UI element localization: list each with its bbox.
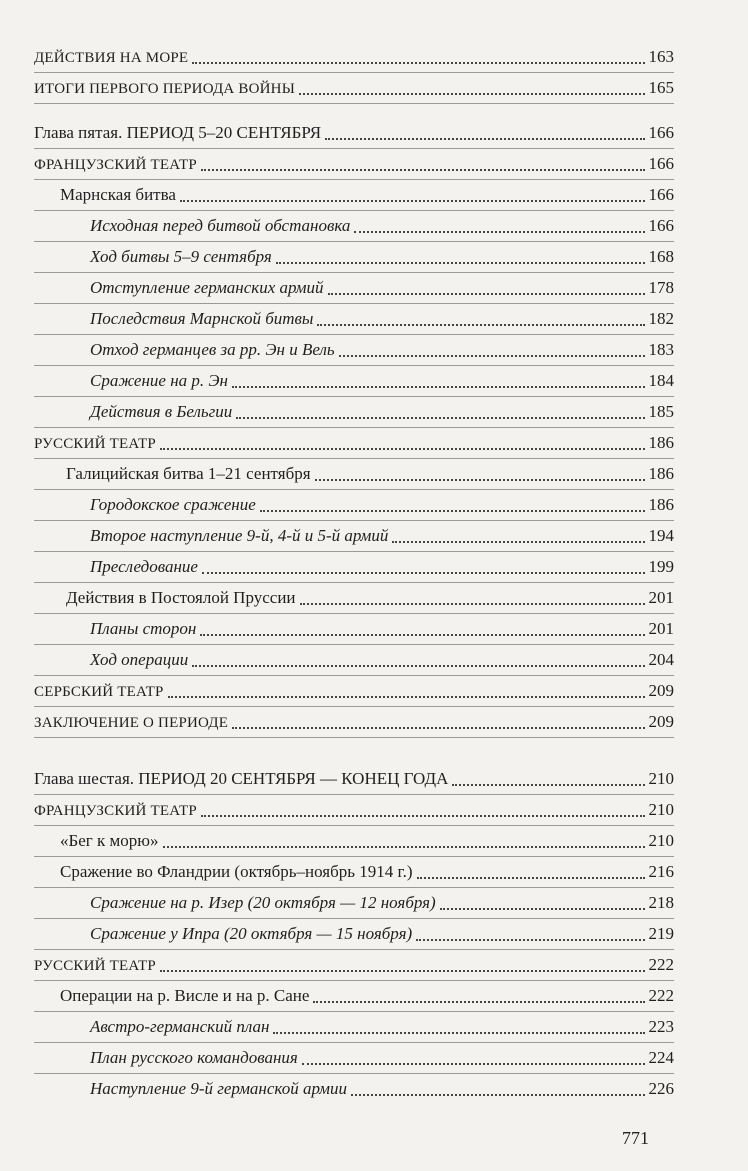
entry-page-number: 183 (648, 340, 674, 359)
subsection-entry (34, 552, 674, 583)
entry-title: СЕРБСКИЙ ТЕАТР (34, 684, 164, 700)
entry-page-number: 223 (648, 1017, 674, 1036)
dot-leader (417, 877, 645, 879)
subsection-entry (34, 1074, 674, 1104)
dot-leader (273, 1032, 644, 1034)
dot-leader (276, 262, 645, 264)
entry-page-number: 218 (648, 893, 674, 912)
topic-entry (34, 180, 674, 211)
entry-page-number: 182 (648, 309, 674, 328)
dot-leader (416, 939, 644, 941)
subsection-entry (34, 645, 674, 676)
entry-page-number: 201 (648, 619, 674, 638)
chapter-entry (34, 764, 674, 795)
entry-page-number: 165 (648, 78, 674, 97)
dot-leader (351, 1094, 645, 1096)
entry-page-number: 226 (648, 1079, 674, 1098)
dot-leader (232, 386, 645, 388)
entry-title: Сражение на р. Изер (20 октября — 12 ноября) (90, 893, 436, 912)
section-entry (34, 73, 674, 104)
section-entry (34, 795, 674, 826)
dot-leader (313, 1001, 644, 1003)
entry-page-number: 209 (648, 712, 674, 731)
dot-leader (160, 970, 645, 972)
entry-title: Ход операции (90, 650, 189, 669)
entry-title: ЗАКЛЮЧЕНИЕ О ПЕРИОДЕ (34, 715, 229, 731)
entry-page-number: 199 (648, 557, 674, 576)
entry-title: «Бег к морю» (60, 831, 159, 850)
entry-title: Операции на р. Висле и на р. Сане (60, 986, 310, 1005)
topic-entry (34, 826, 674, 857)
entry-title: Сражение во Фландрии (октябрь–ноябрь 1914 г.) (60, 862, 413, 881)
dot-leader (160, 448, 645, 450)
entry-page-number: 222 (648, 955, 674, 974)
subsection-entry (34, 521, 674, 552)
entry-page-number: 201 (648, 588, 674, 607)
entry-page-number: 186 (648, 464, 674, 483)
entry-title: Марнская битва (60, 185, 176, 204)
entry-page-number: 166 (648, 123, 674, 142)
entry-title: ИТОГИ ПЕРВОГО ПЕРИОДА ВОЙНЫ (34, 81, 295, 97)
entry-title: ФРАНЦУЗСКИЙ ТЕАТР (34, 157, 197, 173)
dot-leader (392, 541, 644, 543)
entry-title: Исходная перед битвой обстановка (90, 216, 351, 235)
entry-page-number: 219 (648, 924, 674, 943)
entry-title: Сражение на р. Эн (90, 371, 228, 390)
subsection-entry (34, 304, 674, 335)
topic-entry (34, 981, 674, 1012)
section-entry (34, 676, 674, 707)
entry-title: Последствия Марнской битвы (90, 309, 314, 328)
dot-leader (440, 908, 645, 910)
subsection-entry (34, 1012, 674, 1043)
subsection-entry (34, 397, 674, 428)
subsection-entry (34, 919, 674, 950)
entry-title: Городокское сражение (90, 495, 256, 514)
subsection-entry (34, 490, 674, 521)
dot-leader (200, 634, 644, 636)
entry-page-number: 194 (648, 526, 674, 545)
section-entry (34, 707, 674, 738)
dot-leader (201, 169, 645, 171)
entry-page-number: 166 (648, 185, 674, 204)
dot-leader (180, 200, 645, 202)
dot-leader (299, 93, 645, 95)
entry-title: Австро-германский план (90, 1017, 270, 1036)
dot-leader (260, 510, 645, 512)
dot-leader (339, 355, 645, 357)
entry-page-number: 166 (648, 154, 674, 173)
dot-leader (452, 784, 644, 786)
entry-page-number: 186 (648, 433, 674, 452)
dot-leader (201, 815, 645, 817)
dot-leader (354, 231, 644, 233)
entry-page-number: 210 (648, 800, 674, 819)
section-entry (34, 950, 674, 981)
subsection-entry (34, 614, 674, 645)
subsection-entry (34, 888, 674, 919)
entry-page-number: 224 (648, 1048, 674, 1067)
entry-title: Галицийская битва 1–21 сентября (66, 464, 311, 483)
entry-page-number: 166 (648, 216, 674, 235)
entry-title: Наступление 9-й германской армии (90, 1079, 347, 1098)
entry-title: План русского командования (90, 1048, 298, 1067)
dot-leader (300, 603, 645, 605)
dot-leader (328, 293, 645, 295)
dot-leader (236, 417, 644, 419)
dot-leader (192, 62, 644, 64)
topic-entry (34, 857, 674, 888)
entry-page-number: 168 (648, 247, 674, 266)
entry-page-number: 163 (648, 47, 674, 66)
entry-page-number: 178 (648, 278, 674, 297)
subsection-entry (34, 242, 674, 273)
entry-page-number: 204 (648, 650, 674, 669)
entry-title: РУССКИЙ ТЕАТР (34, 958, 156, 974)
dot-leader (317, 324, 644, 326)
entry-title: Отход германцев за рр. Эн и Вель (90, 340, 335, 359)
section-entry (34, 149, 674, 180)
topic-entry (34, 459, 674, 490)
section-entry (34, 42, 674, 73)
entry-title: РУССКИЙ ТЕАТР (34, 436, 156, 452)
dot-leader (315, 479, 645, 481)
subsection-entry (34, 366, 674, 397)
page-number: 771 (622, 1128, 649, 1148)
entry-page-number: 185 (648, 402, 674, 421)
entry-title: Действия в Постоялой Пруссии (66, 588, 296, 607)
chapter-entry (34, 118, 674, 149)
dot-leader (202, 572, 645, 574)
entry-title: Второе наступление 9-й, 4-й и 5-й армий (90, 526, 389, 545)
dot-leader (163, 846, 645, 848)
dot-leader (232, 727, 644, 729)
dot-leader (325, 138, 644, 140)
entry-page-number: 186 (648, 495, 674, 514)
entry-title: Сражение у Ипра (20 октября — 15 ноября) (90, 924, 413, 943)
entry-title: Отступление германских армий (90, 278, 324, 297)
entry-page-number: 184 (648, 371, 674, 390)
topic-entry (34, 583, 674, 614)
subsection-entry (34, 1043, 674, 1074)
dot-leader (192, 665, 644, 667)
entry-page-number: 210 (648, 831, 674, 850)
entry-title: Ход битвы 5–9 сентября (90, 247, 272, 266)
dot-leader (168, 696, 645, 698)
entry-page-number: 222 (648, 986, 674, 1005)
subsection-entry (34, 335, 674, 366)
entry-title: Глава пятая. ПЕРИОД 5–20 СЕНТЯБРЯ (34, 123, 322, 142)
entry-title: Преследование (90, 557, 198, 576)
entry-title: ДЕЙСТВИЯ НА МОРЕ (34, 50, 189, 66)
section-entry (34, 428, 674, 459)
entry-page-number: 210 (648, 769, 674, 788)
entry-page-number: 216 (648, 862, 674, 881)
subsection-entry (34, 211, 674, 242)
table-of-contents (34, 42, 674, 1104)
entry-title: Действия в Бельгии (90, 402, 233, 421)
entry-title: ФРАНЦУЗСКИЙ ТЕАТР (34, 803, 197, 819)
entry-title: Глава шестая. ПЕРИОД 20 СЕНТЯБРЯ — КОНЕЦ ГОДА (34, 769, 449, 788)
dot-leader (302, 1063, 645, 1065)
subsection-entry (34, 273, 674, 304)
entry-page-number: 209 (648, 681, 674, 700)
entry-title: Планы сторон (90, 619, 197, 638)
